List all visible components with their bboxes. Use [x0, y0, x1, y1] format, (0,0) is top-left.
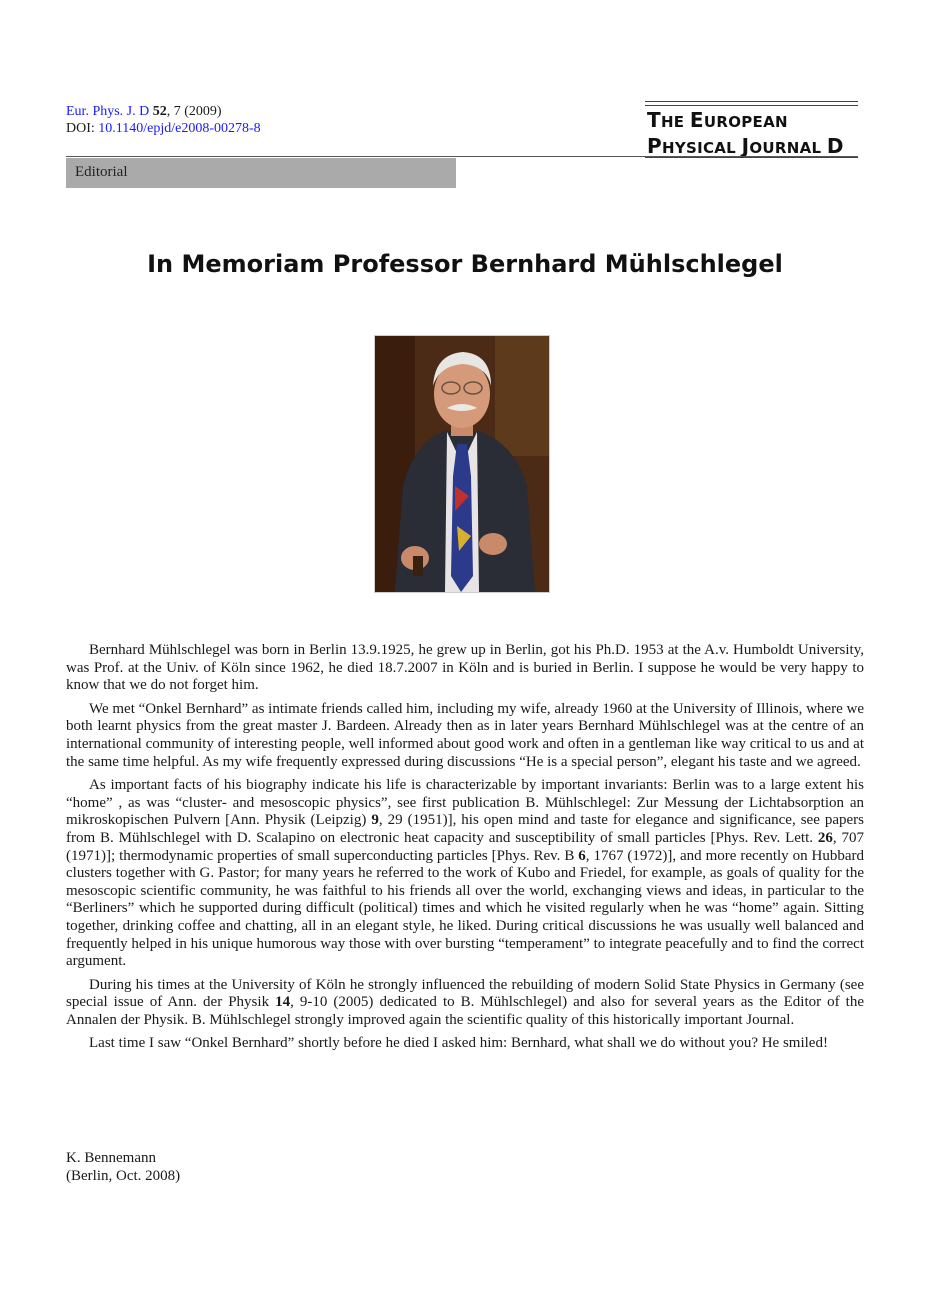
volume-number: 52 [152, 104, 167, 119]
section-label: Editorial [75, 164, 128, 180]
signature-block [66, 1150, 180, 1185]
article-body [66, 642, 864, 1059]
portrait-photo [374, 335, 550, 593]
article-title: In Memoriam Professor Bernhard Mühlschlegel [147, 250, 783, 278]
paragraph: Bernhard Mühlschlegel was born in Berlin 13.9.1925, he grew up in Berlin, got his Ph.D. 1953 at the A.v. Humboldt University, was Prof. at the Univ. of Köln since 1962, he died 18.7.2007 in Köln and is buried in Berlin. I suppose he would be very happy to know that we do not forget him. [66, 642, 864, 694]
paragraph: As important facts of his biography indicate his life is characterizable by important invariants: Berlin was to a large extent his “home” , as was “cluster- and mesoscopic physics”, see first publication B. Mühlschlegel: Zur Messung der Lichtabsorption an mikroskopischen Pulvern [Ann. Physik (Leipzig) 9, 29 (1951)], his open mind and taste for elegance and significance, see papers from B. Mühlschlegel with D. Scalapino on electronic heat capacity and susceptibility of small particles [Phys. Rev. Lett. 26, 707 (1971)]; thermodynamic properties of small superconducting particles [Phys. Rev. B 6, 1767 (1972)], and more recently on Hubbard clusters together with G. Pastor; for many years he referred to the work of Kubo and Friedel, for example, as goals of quality for the mesoscopic scientific community, he was faithful to his friends all over the world, exchanging views and ideas, in particular to the “Berliners” which he supported during difficult (political) times and which he visited regularly when he was “home” again. Sitting together, drinking coffee and chatting, all in an elegant style, he liked. During critical discussions he was usually well balanced and frequently helped in his unique humorous way those with over bursting “temperament” to integrate peacefully and to find the correct argument. [66, 777, 865, 970]
header-divider [66, 156, 858, 157]
section-bar [66, 158, 456, 188]
paragraph: Last time I saw “Onkel Bernhard” shortly before he died I asked him: Bernhard, what shall we do without you? He smiled! [89, 1035, 828, 1052]
logo-rule [645, 105, 858, 106]
journal-name: THE EUROPEAN PHYSICAL JOURNAL D [647, 108, 844, 158]
journal-abbrev-link[interactable]: Eur. Phys. J. D [66, 104, 150, 119]
author-name: K. Bennemann [66, 1150, 156, 1166]
doi-label: DOI: [66, 121, 99, 136]
paragraph: We met “Onkel Bernhard” as intimate friends called him, including my wife, already 1960 at the University of Illinois, where we both learnt physics from the great master J. Bardeen. Already then as in later years Bernhard Mühlschlegel was at the centre of an international community of interesting people, well informed about good work and often in a gentleman like way critical to us and at the same time helpful. As my wife frequently expressed during discussions “He is a special person”, elegant his taste and we agreed. [66, 700, 864, 770]
page-year: , 7 (2009) [166, 104, 222, 119]
paragraph: During his times at the University of Köln he strongly influenced the rebuilding of modern Solid State Physics in Germany (see special issue of Ann. der Physik 14, 9-10 (2005) dedicated to B. Mühlschlegel) and also for several years as the Editor of the Annalen der Physik. B. Mühlschlegel strongly improved again the scientific quality of this historically important Journal. [66, 976, 864, 1028]
journal-logo [645, 101, 858, 158]
citation-block [66, 103, 261, 137]
doi-link[interactable]: 10.1140/epjd/e2008-00278-8 [98, 121, 261, 136]
place-date: (Berlin, Oct. 2008) [66, 1167, 181, 1184]
